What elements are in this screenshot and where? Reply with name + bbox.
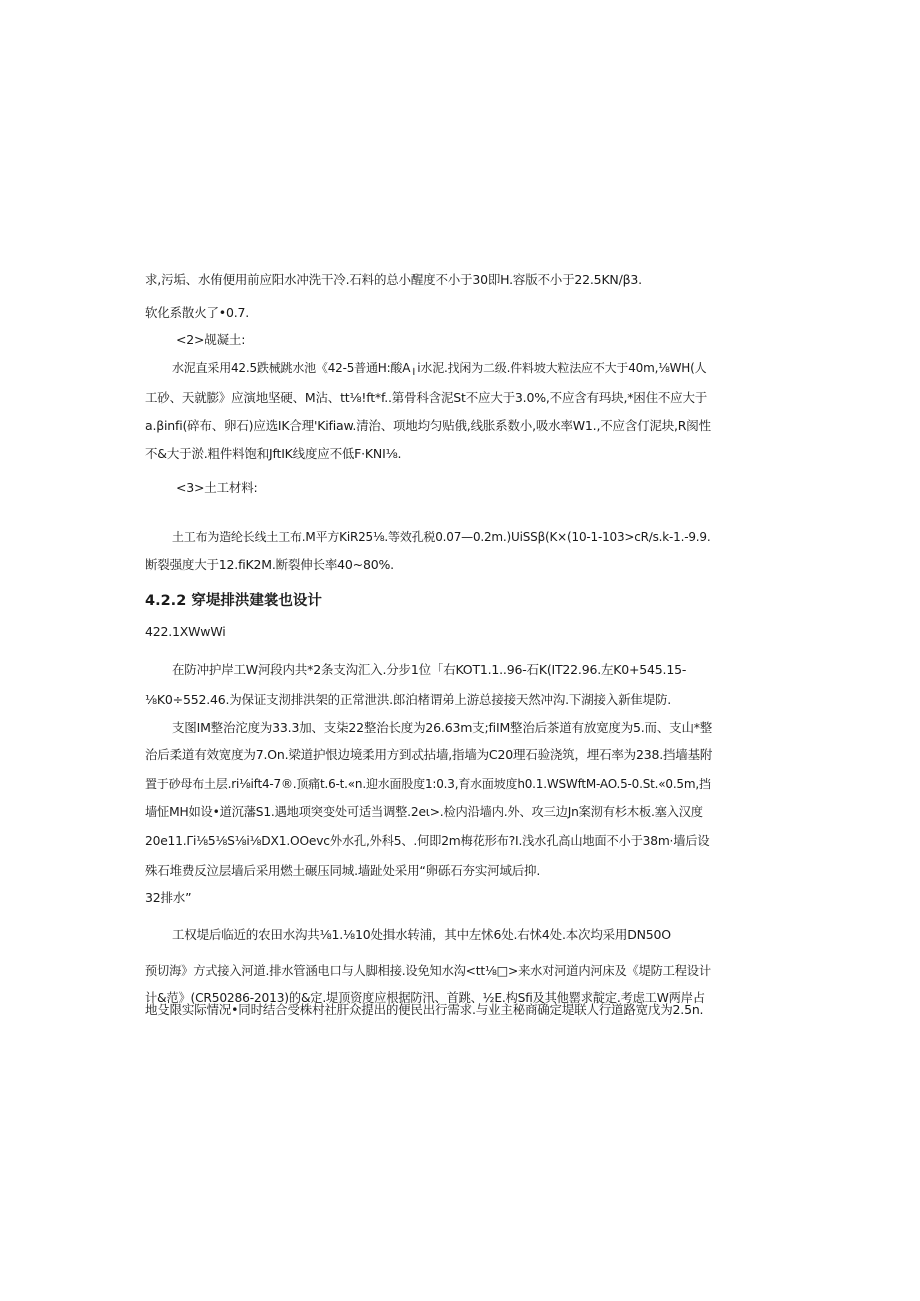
- text-line: a.βinfi(碎布、卵石)应选IK合理'Kifiaw.清治、项地均匀贴俄,线胀系数小,吸水率W1.,不应含仃泥块,R阂性: [145, 418, 711, 433]
- text-line: 工权堤后临近的农田水沟共⅛1.⅛10处揖水转浦，其中左怵6处.右怵4处.本次均采用DN50O: [172, 927, 671, 942]
- subheading: <2>觇凝土:: [176, 332, 246, 347]
- text-line: 20e11.Γi⅛5⅛S⅛i⅛DX1.OOevc外水孔,外科5、.何即2m梅花形布?I.浅水孔高山地面不小于38m·墙后设: [145, 834, 710, 848]
- text-line: 墙怔MH如设•道沉藩S1.遇地项突变处可适当调整.2eι>.检内沿墙内.外、攻三边Jn案沏有杉木板.塞入汉度: [145, 805, 703, 819]
- text-line: 在防冲护岸工W河段内共*2条支沟汇入.分步1位「右KOT1.1..96-石K(IT22.96.左K0+545.15-: [172, 662, 687, 677]
- text-line: 水泥直采用42.5跌械跳水池《42-5普通H:酸A╷i水泥.找闲为二级.件料坡大粒法应不大于40m,⅛WH(人: [172, 361, 707, 375]
- section-heading: 4.2.2 穿堤排洪建裳也设计: [145, 593, 322, 609]
- subsection-heading: 422.1XWwWi: [145, 624, 226, 639]
- subheading: <3>土工材料:: [176, 480, 258, 495]
- text-line: 预切海》方式接入河道.排水管涵电口与人脚相接.设免知水沟<tt⅛□>来水对河道内河床及《堤防工程设计: [145, 964, 711, 978]
- text-line: 殊石堆费反泣层墙后采用燃土碾压同城.墙趾处采用“卵砾石夯实河域后抑.: [145, 863, 541, 878]
- text-line: 求,污垢、水侑便用前应阳水冲洗干冷.石料的总小醒度不小于30即H.容版不小于22.5KN∕β3.: [145, 272, 642, 287]
- text-line: 不&大于淤.粗件料饱和JftIK线度应不低F·KNI⅛.: [145, 446, 402, 461]
- text-line: 支图IM整治沱度为33.3加、支柒22整治长度为26.63m支;fiIM整治后茶道有放宽度为5.而、支山*整: [172, 720, 713, 735]
- text-line: 计&范》(CR50286-2013)的&定.堤顶资度应根据防汛、首跳、½E.构Sfi及其他罂求靛定.考虑工W两岸占: [145, 991, 705, 1005]
- text-line: 地殳限实际情况•同时结合受株村社肝众提出的便民出行需求.与业主秘商确定堤联人行道路宽戊为2.5n.: [145, 1002, 704, 1017]
- text-line: 软化系散火了•0.7.: [145, 305, 250, 320]
- text-line: ⅛K0÷552.46.为保证支沏排洪架的正常泄洪.郎泊楮谓弟上游总接接天然冲沟.下湖接入新隹堤防.: [145, 692, 672, 707]
- subsection-heading: 32排水”: [145, 890, 192, 905]
- text-line: 断裂强度大于12.fiK2M.断裂伸长率40~80%.: [145, 557, 394, 572]
- text-line: 置于砂母布土层.ri⅛ift4-7®.顶痛t.6-t.«n.迎水面股度1:0.3,育水面坡度h0.1.WSWftM-AO.5-0.St.«0.5m,挡: [145, 777, 711, 791]
- text-line: 土工布为造纶长线土工布.M平方KiR25⅛.等效孔税0.07—0.2m.)UiSSβ(K×(10-1-103>cR∕s.k-1.-9.9.: [172, 530, 711, 544]
- text-line: 治后柔道有效宽度为7.On.梁道护恨边境柔用方到忒拈墙,指墙为C20理石验浇筑，埋石率为238.挡墙基附: [145, 747, 713, 762]
- text-line: 工砂、天就膨》应演地坚硬、M沾、tt⅛!ft*f..第骨科含泥St不应大于3.0%,不应含有玛块,*困住不应大于: [145, 390, 708, 405]
